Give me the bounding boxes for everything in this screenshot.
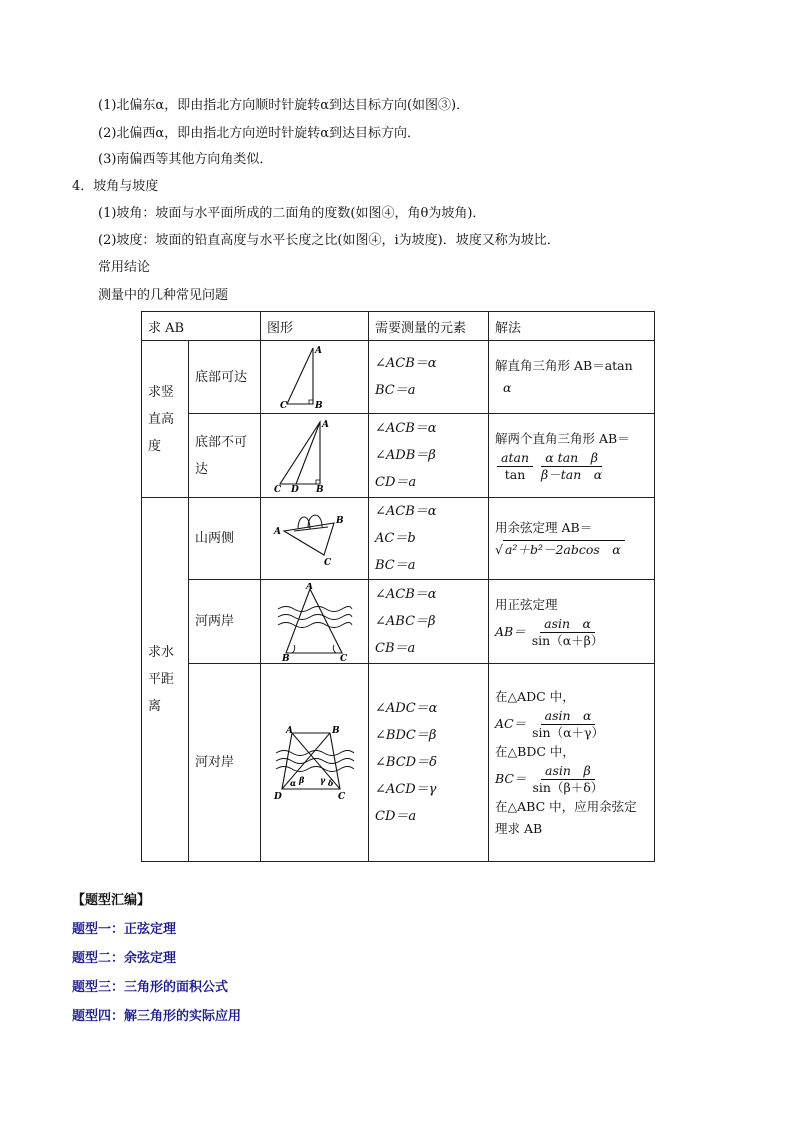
fraction-numerator: α tan β [541, 450, 602, 467]
fraction-denominator: sin（α＋γ） [532, 724, 604, 740]
solution-text: 用余弦定理 AB＝ [495, 519, 593, 535]
svg-text:C: C [279, 401, 287, 410]
element-item: ∠ACB＝α [375, 587, 437, 602]
solution-cell [489, 341, 655, 414]
solution-text: 在△BDC 中， [495, 743, 575, 759]
figure-cell [261, 341, 369, 414]
svg-text:D: D [273, 791, 282, 802]
solution-text: 用正弦定理 [495, 597, 558, 612]
svg-text:γ: γ [319, 774, 325, 785]
fraction-numerator: atan [497, 450, 533, 467]
svg-text:A: A [305, 582, 313, 592]
svg-text:C: C [337, 791, 345, 802]
elements-cell [369, 664, 489, 862]
fraction [497, 450, 533, 483]
svg-text:B: B [314, 401, 323, 410]
element-item: ∠ADC＝α [375, 701, 438, 716]
svg-text:B: B [331, 725, 340, 736]
solution-formula: √ a²＋b²－2abcos α [495, 539, 648, 561]
fraction-denominator: β－tan α [541, 467, 603, 482]
table-row [142, 414, 655, 498]
figure-cell [261, 498, 369, 580]
header-ab: 求 AB [142, 312, 261, 341]
svg-text:B: B [281, 653, 290, 661]
fraction [528, 708, 608, 741]
subcategory-label: 河两岸 [189, 580, 261, 664]
two-right-triangles-diagram [270, 418, 360, 494]
element-item: ∠ACB＝α [375, 421, 437, 436]
question-type-2: 题型二：余弦定理 [72, 951, 177, 966]
element-item: BC＝a [375, 383, 416, 398]
element-item: AC＝b [375, 531, 416, 546]
svg-text:B: B [315, 484, 324, 494]
svg-text:A: A [273, 526, 281, 537]
svg-text:C: C [323, 557, 331, 568]
element-item: ∠ACD＝γ [375, 782, 437, 797]
solution-formula [495, 708, 648, 741]
subcategory-label: 底部不可达 [189, 414, 261, 498]
element-item: ∠ADB＝β [375, 448, 436, 463]
figure-cell [261, 664, 369, 862]
element-item: BC＝a [375, 558, 416, 573]
svg-text:C: C [339, 653, 347, 661]
svg-text:A: A [285, 725, 293, 736]
fraction-numerator: asin α [541, 708, 596, 725]
summary-heading: 【题型汇编】 [72, 893, 151, 908]
fraction [537, 450, 606, 483]
opposite-bank-diagram [272, 723, 358, 803]
table-row [142, 664, 655, 862]
elements-cell [369, 498, 489, 580]
question-type-1: 题型一：正弦定理 [72, 922, 177, 937]
mountain-triangle-diagram [272, 509, 358, 569]
solution-text: 理求 AB [495, 820, 543, 836]
formula-lhs: AC＝ [495, 715, 527, 731]
solution-formula [495, 763, 648, 796]
svg-text:A: A [314, 346, 322, 356]
elements-cell [369, 580, 489, 664]
header-figure: 图形 [261, 312, 369, 341]
measurement-table [141, 311, 655, 862]
table-row [142, 341, 655, 414]
element-item: CD＝a [375, 809, 417, 824]
table-row [142, 498, 655, 580]
question-type-4: 题型四：解三角形的实际应用 [72, 1009, 242, 1024]
intro-line-1: (1)北偏东α，即由指北方向顺时针旋转α到达目标方向(如图③)． [98, 98, 470, 113]
table-title: 测量中的几种常见问题 [98, 288, 229, 303]
river-banks-diagram [272, 583, 358, 661]
fraction-denominator: sin（α＋β） [531, 633, 604, 648]
svg-text:A: A [321, 419, 329, 430]
common-conclusion: 常用结论 [98, 260, 151, 275]
svg-text:β: β [298, 774, 304, 785]
solution-cell [489, 664, 655, 862]
solution-text: 解两个直角三角形 AB＝ [495, 431, 630, 446]
slope-ratio-line: (2)坡度：坡面的铅直高度与水平长度之比(如图④，i为坡度)．坡度又称为坡比． [98, 233, 560, 248]
table-row [142, 580, 655, 664]
header-elements: 需要测量的元素 [369, 312, 489, 341]
solution-cell [489, 414, 655, 498]
solution-text: 在△ABC 中，应用余弦定 [495, 798, 637, 814]
fraction [529, 763, 608, 796]
solution-cell [489, 580, 655, 664]
solution-formula [495, 450, 648, 483]
solution-formula [495, 616, 648, 649]
svg-text:D: D [290, 484, 299, 494]
element-item: ∠BDC＝β [375, 728, 437, 743]
question-type-3: 题型三：三角形的面积公式 [72, 980, 229, 995]
solution-text: 解直角三角形 AB＝atan [495, 358, 633, 373]
elements-cell [369, 414, 489, 498]
fraction-denominator: sin（β＋δ） [532, 779, 604, 795]
svg-text:B: B [335, 515, 344, 526]
sqrt-expression: a²＋b²－2abcos α [503, 540, 625, 557]
slope-angle-line: (1)坡角：坡面与水平面所成的二面角的度数(如图④，角θ为坡角)． [98, 206, 486, 221]
figure-cell [261, 580, 369, 664]
category-horizontal: 求水平距离 [142, 498, 189, 862]
svg-text:δ: δ [327, 777, 333, 788]
element-item: ∠BCD＝δ [375, 755, 437, 770]
solution-cell [489, 498, 655, 580]
svg-text:C: C [273, 484, 281, 494]
figure-cell [261, 414, 369, 498]
subcategory-label: 底部可达 [189, 341, 261, 414]
header-solution: 解法 [489, 312, 655, 341]
element-item: ∠ACB＝α [375, 504, 437, 519]
fraction [528, 616, 608, 649]
elements-cell [369, 341, 489, 414]
solution-tail: α [503, 380, 512, 395]
fraction-denominator: tan [504, 467, 526, 482]
subcategory-label: 河对岸 [189, 664, 261, 862]
formula-lhs: AB＝ [495, 624, 526, 639]
table-header-row [142, 312, 655, 341]
intro-line-3: (3)南偏西等其他方向角类似． [98, 152, 273, 167]
section-heading-4: 4．坡角与坡度 [72, 179, 159, 194]
category-vertical: 求竖直高度 [142, 341, 189, 498]
element-item: CB＝a [375, 641, 416, 656]
fraction-numerator: asin β [541, 763, 595, 780]
fraction-numerator: asin α [540, 616, 595, 633]
subcategory-label: 山两侧 [189, 498, 261, 580]
element-item: ∠ACB＝α [375, 356, 437, 371]
element-item: ∠ABC＝β [375, 614, 436, 629]
svg-text:α: α [289, 777, 296, 788]
formula-lhs: BC＝ [495, 770, 527, 786]
intro-line-2: (2)北偏西α，即由指北方向逆时针旋转α到达目标方向． [98, 126, 420, 141]
right-triangle-diagram [275, 344, 355, 410]
element-item: CD＝a [375, 475, 417, 490]
solution-text: 在△ADC 中， [495, 688, 575, 704]
